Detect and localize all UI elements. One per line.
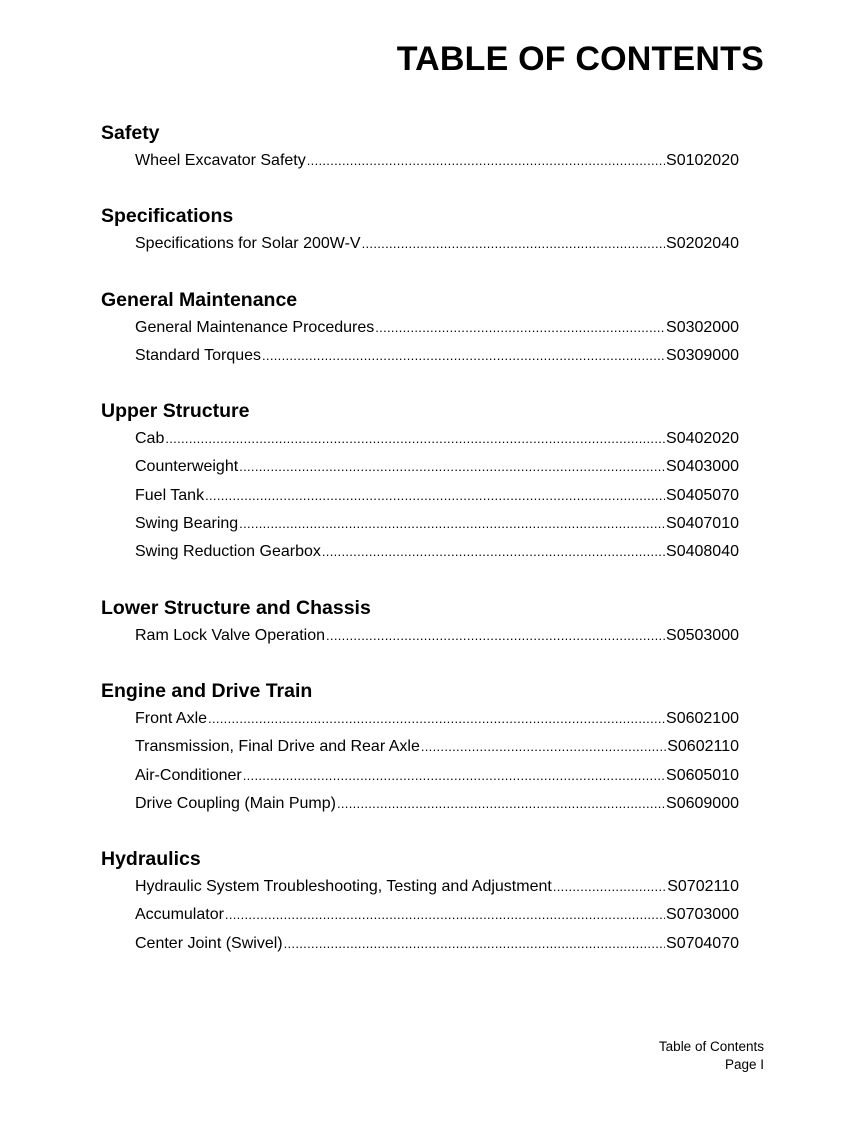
toc-entry[interactable] (101, 147, 739, 175)
entry-code: S0503000 (666, 626, 739, 644)
dot-leader (553, 873, 666, 901)
entry-title: Swing Reduction Gearbox (135, 543, 321, 561)
toc-entry[interactable] (101, 790, 739, 818)
toc-section-hydraulics (101, 845, 739, 958)
dot-leader (208, 705, 665, 733)
section-title: Hydraulics (101, 848, 201, 871)
entry-code: S0403000 (666, 458, 739, 476)
entry-title: Front Axle (135, 709, 208, 727)
entry-code: S0408040 (666, 543, 739, 561)
toc-section-upper-structure (101, 397, 739, 566)
entry-title: Counterweight (135, 458, 239, 476)
entry-title: Drive Coupling (Main Pump) (135, 794, 336, 812)
section-title: Engine and Drive Train (101, 679, 313, 702)
dot-leader (337, 790, 665, 818)
dot-leader (239, 510, 665, 538)
entry-code: S0602100 (666, 709, 739, 727)
entry-code: S0309000 (666, 346, 739, 364)
entry-title: Standard Torques (135, 346, 262, 364)
entry-code: S0405070 (666, 486, 739, 504)
entry-title: Hydraulic System Troubleshooting, Testing and Adjustment (135, 878, 552, 896)
entry-title: Fuel Tank (135, 486, 205, 504)
entry-title: Swing Bearing (135, 515, 239, 533)
toc-entry[interactable] (101, 314, 739, 342)
toc-entry[interactable] (101, 482, 739, 510)
dot-leader (225, 901, 665, 929)
entry-title: Cab (135, 430, 165, 448)
toc-entry[interactable] (101, 510, 739, 538)
dot-leader (421, 733, 666, 761)
toc-entry[interactable] (101, 930, 739, 958)
toc-section-engine-drive-train (101, 677, 739, 818)
toc-list (101, 119, 739, 985)
toc-section-general-maintenance (101, 286, 739, 371)
dot-leader (165, 425, 665, 453)
entry-code: S0407010 (666, 515, 739, 533)
section-title: Lower Structure and Chassis (101, 596, 371, 619)
entry-title: Center Joint (Swivel) (135, 934, 283, 952)
entry-title: Transmission, Final Drive and Rear Axle (135, 738, 420, 756)
dot-leader (307, 147, 665, 175)
dot-leader (362, 230, 665, 258)
dot-leader (322, 538, 665, 566)
dot-leader (205, 482, 665, 510)
entry-code: S0102020 (666, 152, 739, 169)
entry-title: Wheel Excavator Safety (135, 152, 306, 169)
entry-code: S0702110 (667, 878, 739, 896)
dot-leader (239, 453, 665, 481)
toc-entry[interactable] (101, 453, 739, 481)
dot-leader (326, 622, 665, 650)
toc-entry[interactable] (101, 762, 739, 790)
toc-entry[interactable] (101, 733, 739, 761)
toc-entry[interactable] (101, 425, 739, 453)
entry-title: General Maintenance Procedures (135, 318, 375, 336)
entry-code: S0602110 (667, 738, 739, 756)
page-footer (659, 1038, 764, 1074)
page-title: TABLE OF CONTENTS (396, 40, 764, 78)
toc-section-lower-structure (101, 594, 739, 650)
toc-entry[interactable] (101, 230, 739, 258)
section-title: Upper Structure (101, 400, 250, 423)
dot-leader (375, 314, 665, 342)
entry-title: Specifications for Solar 200W-V (135, 235, 361, 253)
toc-entry[interactable] (101, 873, 739, 901)
toc-entry[interactable] (101, 705, 739, 733)
toc-section-specifications (101, 202, 739, 258)
entry-title: Accumulator (135, 906, 224, 924)
toc-section-safety (101, 119, 739, 175)
section-title: Specifications (101, 205, 234, 228)
entry-code: S0703000 (666, 906, 739, 924)
entry-code: S0605010 (666, 766, 739, 784)
toc-entry[interactable] (101, 901, 739, 929)
entry-title: Ram Lock Valve Operation (135, 626, 326, 644)
toc-entry[interactable] (101, 342, 739, 370)
entry-title: Air-Conditioner (135, 766, 242, 784)
section-title: Safety (101, 122, 160, 144)
toc-entry[interactable] (101, 538, 739, 566)
dot-leader (284, 930, 665, 958)
dot-leader (262, 342, 665, 370)
footer-doc-title: Table of Contents (658, 1039, 764, 1054)
dot-leader (243, 762, 665, 790)
footer-page-number: Page I (724, 1057, 764, 1072)
toc-entry[interactable] (101, 622, 739, 650)
section-title: General Maintenance (101, 288, 298, 311)
entry-code: S0402020 (666, 430, 739, 448)
entry-code: S0302000 (666, 318, 739, 336)
entry-code: S0609000 (666, 794, 739, 812)
entry-code: S0202040 (666, 235, 739, 253)
entry-code: S0704070 (666, 934, 739, 952)
